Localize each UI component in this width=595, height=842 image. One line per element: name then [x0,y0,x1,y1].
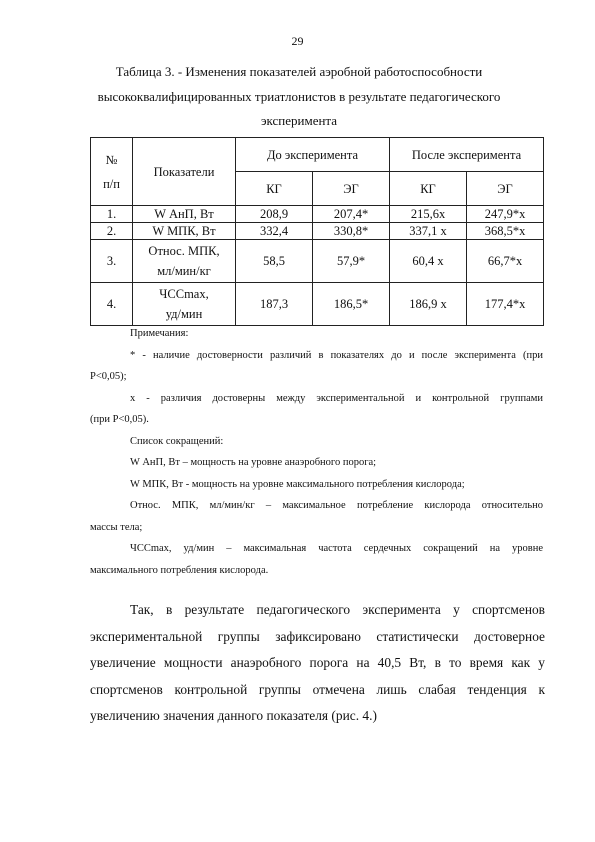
cell-value: 207,4* [313,206,390,223]
abbr-heading: Список сокращений: [130,435,224,447]
results-table [90,137,544,326]
header-before: До эксперимента [236,138,390,172]
header-after: После эксперимента [390,138,544,172]
cell-value: 66,7*x [467,240,544,283]
row-indicator [133,240,236,283]
page-number: 29 [291,34,304,48]
table-row [91,240,544,283]
subheader-before-eg: ЭГ [313,172,390,206]
cell-value: 368,5*x [467,223,544,240]
abbr-item-line-1: ЧССmax, уд/мин – максимальная частота сердечных сокращений на уровне [130,543,543,554]
header-num-line-1: № [105,152,118,167]
body-text [90,597,545,730]
cell-value: 337,1 x [390,223,467,240]
subheader-before-kg: КГ [236,172,313,206]
table-row [91,223,544,240]
table-header-row [91,138,544,172]
note-star-line-2: Р<0,05); [90,371,127,382]
caption-line-1: Таблица 3. - Изменения показателей аэробной работоспособности [115,64,483,79]
header-num [91,138,133,206]
note-x-line-2: (при Р<0,05). [90,414,149,425]
cell-value: 57,9* [313,240,390,283]
row-num: 1. [91,206,133,223]
cell-value: 208,9 [236,206,313,223]
table-row [91,206,544,223]
subheader-after-kg: КГ [390,172,467,206]
cell-value: 332,4 [236,223,313,240]
header-indicator: Показатели [133,138,236,206]
table-row [91,283,544,326]
cell-value: 60,4 x [390,240,467,283]
abbr-item-line-1: Относ. МПК, мл/мин/кг – максимальное потребление кислорода относительно [130,500,543,511]
row-num: 3. [91,240,133,283]
row-indicator-line-1: ЧССmax, [159,287,209,301]
cell-value: 247,9*x [467,206,544,223]
abbr-item-line-2: максимального потребления кислорода. [90,564,269,576]
row-indicator-line-2: уд/мин [165,307,203,321]
abbr-item: W МПК, Вт - мощность на уровне максимального потребления кислорода; [130,478,465,490]
note-star-line-1: * - наличие достоверности различий в показателях до и после эксперимента (при [130,349,543,361]
cell-value: 58,5 [236,240,313,283]
header-num-line-2: п/п [103,176,120,191]
cell-value: 187,3 [236,283,313,326]
abbr-item: W АнП, Вт – мощность на уровне анаэробного порога; [130,457,377,468]
cell-value: 330,8* [313,223,390,240]
row-indicator: W АнП, Вт [133,206,236,223]
row-indicator-line-2: мл/мин/кг [157,264,211,278]
subheader-after-eg: ЭГ [467,172,544,206]
cell-value: 186,5* [313,283,390,326]
cell-value: 215,6x [390,206,467,223]
cell-value: 177,4*x [467,283,544,326]
row-num: 4. [91,283,133,326]
row-indicator [133,283,236,326]
notes [90,323,543,581]
caption-line-3: эксперимента [260,113,338,128]
row-num: 2. [91,223,133,240]
row-indicator: W МПК, Вт [133,223,236,240]
note-x-line-1: x - различия достоверны между экспериментальной и контрольной группами [130,392,543,404]
body-paragraph: Так, в результате педагогического эксперимента у спортсменов экспериментальной группы зафиксировано статистически достоверное увеличение мощности анаэробного порога на 40,5 Вт, в то время как у спортсменов контрольной группы отмечена лишь слабая тенденция к увеличению значения данного показателя (рис. 4.) [90,602,545,724]
row-indicator-line-1: Относ. МПК, [148,244,220,258]
notes-heading: Примечания: [130,328,189,339]
caption-line-2: высококвалифицированных триатлонистов в результате педагогического [97,88,501,104]
table-caption [90,60,508,134]
cell-value: 186,9 x [390,283,467,326]
abbr-item-line-2: массы тела; [90,521,143,533]
